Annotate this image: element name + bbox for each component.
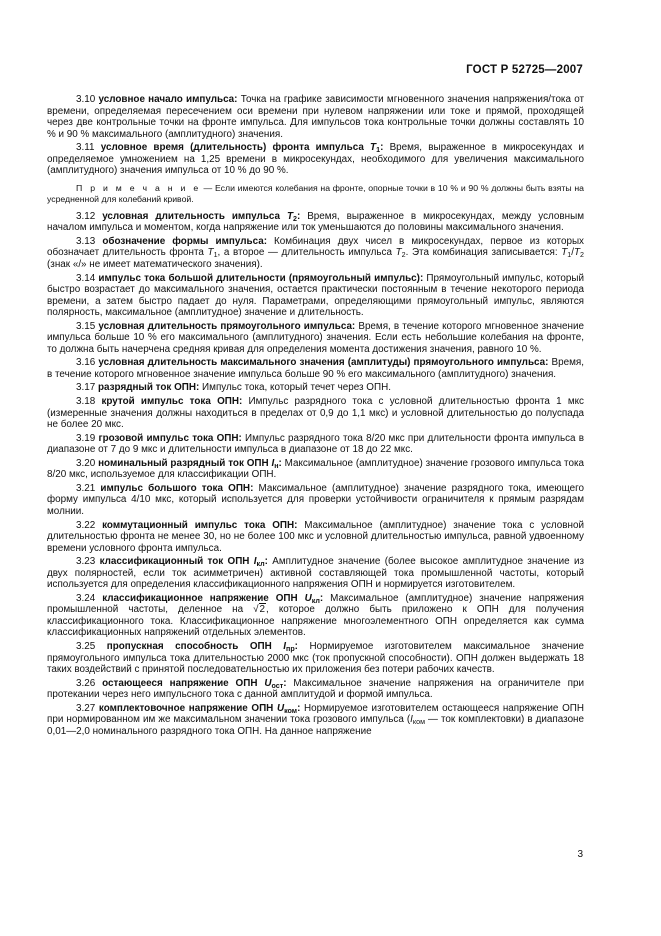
sqrt-radicand: 2	[259, 604, 266, 616]
clause-3-19	[47, 433, 584, 456]
clause-number: 3.13	[76, 235, 96, 247]
clause-term-colon: :	[380, 142, 384, 154]
clause-symbol-sub: ком	[284, 706, 298, 715]
clause-text-2: , которое должно быть приложено к ОПН для получения классификационного тока. Классификационное напряжение многоэлементного ОПН определяется как сумма классификационных напряжений отдельных элементов.	[47, 604, 584, 639]
clause-text: Импульс разрядного тока с условной длительностью фронта 1 мкс (измеренные значения должны находиться в пределах от 0,9 до 1,1 мкс) и условной длительностью до полуспада не более 20 мкс.	[47, 396, 584, 431]
clause-3-13: 3.13 обозначение формы импульса: Комбинация двух чисел в микросекундах, первое из которых обозначает длительность фронта $T_1$, а второе — длительность импульса $T_2$. Эта комбинация записывается: $T_1/T_2$ (знак «/» не имеет математического значения).	[47, 235, 584, 271]
clause-text: Нормируемое изготовителем остающееся напряжение ОПН при нормированном им же максимальном значении тока грозового импульса (	[47, 702, 584, 726]
clause-symbol-sub: ост	[271, 681, 284, 690]
clause-term: условная длительность импульса	[102, 210, 287, 222]
clause-symbol: I	[253, 556, 257, 568]
clause-text: Время, в течение которого мгновенное значение импульса больше 10 % его максимального (амплитудного) значения. Если есть небольшие колебания на фронте, то должна быть начерчена средняя кривая для определения момента достижения значения, равного 10 %.	[47, 320, 584, 355]
clause-number: 3.26	[76, 677, 96, 689]
clause-number: 3.25	[76, 640, 96, 652]
clause-text-4: (знак «/» не имеет математического значения).	[47, 259, 263, 271]
sqrt-symbol: √2	[253, 604, 266, 616]
clause-3-11	[47, 142, 584, 177]
clause-text: Максимальное (амплитудное) значение тока с условной длительностью фронта не менее 30, но не более 100 мкс и условной длительностью импульса, равной удвоенному времени условного фронта импульса.	[47, 519, 584, 554]
clause-term: импульс тока большой длительности (прямоугольный импульс):	[98, 272, 424, 284]
clause-term: обозначение формы импульса:	[102, 235, 267, 247]
clause-term: комплектовочное напряжение ОПН	[98, 702, 277, 714]
clause-symbol-sub: 2	[293, 214, 297, 223]
symbol-t1: T	[207, 247, 214, 259]
clause-text: Нормируемое изготовителем максимальное значение прямоугольного импульса тока длительностью 2000 мкс (ток пропускной способности). ОПН должен выдержать 18 таких воздействий с принятой последовательностью их приложения без потери рабочих качеств.	[47, 640, 584, 676]
clause-term-colon: :	[278, 457, 282, 469]
clause-3-27: 3.27 комплектовочное напряжение ОПН $U_{ком}$: Нормируемое изготовителем остающееся напряжение ОПН при нормированном им же максимальном значении тока грозового импульса ($I_{ком}$ — ток комплектовки) в диапазоне 0,01—2,0 номинального разрядного тока ОПН. На данное напряжение	[47, 702, 585, 737]
clause-text-3: . Эта комбинация записывается:	[405, 247, 562, 259]
clause-number: 3.21	[76, 482, 96, 494]
clause-term: грозовой импульс тока ОПН:	[98, 432, 242, 444]
clause-term: крутой импульс тока ОПН:	[101, 396, 243, 408]
clause-symbol: I	[283, 640, 287, 652]
clause-term: условное время (длительность) фронта импульса	[100, 142, 371, 154]
clause-3-21	[47, 483, 584, 518]
clause-symbol: T	[370, 142, 377, 154]
clause-term: номинальный разрядный ток ОПН	[98, 457, 272, 469]
clause-text: Импульс тока, который течет через ОПН.	[199, 382, 391, 394]
clause-symbol-sub: 1	[376, 145, 381, 154]
symbol-t2: T	[395, 247, 402, 259]
clause-3-26	[47, 678, 584, 701]
note-label: П р и м е ч а н и е	[76, 182, 201, 193]
clause-text: Максимальное (амплитудное) значение разрядного тока, имеющего форму импульса 4/10 мкс, который используется для проверки устойчивости ограничителя к прямым разрядам молнии.	[47, 482, 584, 517]
clause-text: Время, выраженное в микросекундах и определяемое умножением на 1,25 времени в микросекундах, необходимого для увеличения максимального (амплитудного) значения импульса от 10 % до 90 %.	[47, 142, 584, 177]
clause-number: 3.24	[76, 592, 96, 604]
note-text: — Если имеются колебания на фронте, опорные точки в 10 % и 90 % должны быть взяты на усредненной для колебаний кривой.	[47, 182, 584, 204]
clause-number: 3.22	[76, 519, 96, 531]
clause-term: коммутационный импульс тока ОПН:	[102, 519, 298, 531]
clause-number: 3.19	[76, 432, 96, 444]
clause-3-20	[47, 458, 584, 481]
clause-symbol-sub: н	[274, 461, 279, 470]
clause-number: 3.11	[76, 142, 95, 154]
clause-text: Прямоугольный импульс, который быстро возрастает до максимального значения, остается практически постоянным в течение некоторого периода времени, а затем быстро падает до нуля. Параметрами, определяющими прямоугольный импульс, являются полярность, максимальное (амплитудное) значение и длительность.	[47, 272, 584, 319]
note	[47, 183, 584, 205]
clause-number: 3.12	[76, 210, 96, 222]
clause-number: 3.15	[76, 320, 96, 332]
clause-text: Время, выраженное в микросекундах, между условным началом импульса и моментом, когда напряжение или ток уменьшаются до половины максимального значения.	[47, 210, 584, 234]
clause-symbol: U	[304, 592, 312, 604]
clause-text: Максимальное (амплитудное) значение напряжения промышленной частоты, деленное на	[47, 592, 584, 616]
clause-symbol: T	[286, 210, 293, 222]
clause-3-25	[47, 641, 584, 676]
clause-term-colon: :	[319, 592, 324, 604]
clause-term: условная длительность максимального значения (амплитуды) прямоугольного импульса:	[98, 357, 549, 369]
clause-symbol: U	[276, 702, 285, 714]
clause-term-colon: :	[264, 556, 268, 568]
clause-term: импульс большого тока ОПН:	[100, 482, 254, 494]
clause-term: пропускная способность ОПН	[106, 640, 284, 652]
clause-term: условная длительность прямоугольного импульса:	[98, 320, 356, 332]
clause-number: 3.16	[76, 357, 96, 369]
clause-3-16	[47, 357, 584, 380]
clause-3-14	[47, 273, 584, 319]
clause-term: классификационный ток ОПН	[99, 556, 254, 568]
clause-3-22	[47, 520, 584, 555]
clause-term: классификационное напряжение ОПН	[102, 592, 305, 604]
clause-3-12	[47, 211, 584, 234]
clause-number: 3.23	[76, 556, 96, 568]
clause-number: 3.17	[76, 382, 96, 394]
clause-text-2: , а второе — длительность импульса	[217, 247, 396, 259]
clause-term: разрядный ток ОПН:	[97, 382, 200, 394]
clause-symbol-sub: кл	[311, 596, 320, 605]
clause-text: Импульс разрядного тока 8/20 мкс при длительности фронта импульса в диапазоне от 7 до 9 мкс и длительности импульса в диапазоне от 18 до 22 мкс.	[47, 432, 584, 456]
clause-symbol: I	[271, 457, 275, 469]
clause-term: остающееся напряжение ОПН	[102, 677, 265, 689]
clause-text: Точка на графике зависимости мгновенного значения напряжения/тока от времени, определяемая пересечением оси времени при нулевом напряжении или токе и прямой, проходящей через две контрольные точки на фронте импульса. Для импульсов тока контрольные точки должны составлять 10 % и 90 % максимального (амплитудного) значения.	[47, 94, 584, 140]
clause-number: 3.10	[76, 94, 96, 105]
clause-3-15	[47, 321, 584, 356]
clause-text: Амплитудное значение (более высокое амплитудное значение из двух полярностей, если ток асимметричен) активной составляющей тока промышленной частоты, который используется для определения классификационного напряжения ОПН и нормируется изготовителем.	[47, 556, 585, 591]
clause-number: 3.18	[76, 396, 96, 408]
clause-3-18	[47, 396, 584, 431]
clause-number: 3.20	[76, 457, 96, 469]
clause-term-colon: :	[296, 210, 301, 222]
clause-text: Максимальное значение напряжения на ограничителе при протекании через него импульсного тока с данной амплитудой и формой импульса.	[47, 677, 584, 701]
clause-term-colon: :	[297, 702, 301, 714]
clause-3-10	[47, 94, 584, 140]
clause-text: Комбинация двух чисел в микросекундах, первое из которых обозначает длительность фронта	[47, 235, 584, 259]
clause-term: условное начало импульса:	[98, 94, 238, 105]
clause-symbol-sub: кл	[256, 559, 265, 568]
clause-text: Максимальное (амплитудное) значение грозового импульса тока 8/20 мкс, используемое для классификации ОПН.	[47, 457, 584, 481]
clause-3-23	[47, 556, 584, 591]
clause-symbol-sub: пр	[286, 644, 295, 653]
clause-number: 3.27	[76, 702, 96, 714]
clause-term-colon: :	[294, 640, 298, 652]
clause-text: Время, в течение которого мгновенное значение импульса больше 90 % его максимального (амплитудного) значения.	[47, 357, 584, 380]
clause-text-2: — ток комплектовки) в диапазоне 0,01—2,0 номинального разрядного тока ОПН. На данное напряжение	[47, 714, 585, 737]
page-body	[47, 94, 584, 739]
clause-symbol: U	[264, 677, 272, 689]
standard-header: ГОСТ Р 52725—2007	[466, 64, 583, 76]
clause-term-colon: :	[283, 677, 287, 689]
clause-3-17	[47, 382, 584, 394]
clause-3-24	[47, 593, 584, 639]
clause-number: 3.14	[76, 272, 96, 284]
symbol-i-kom: I	[410, 714, 413, 726]
page-number: 3	[577, 849, 583, 860]
